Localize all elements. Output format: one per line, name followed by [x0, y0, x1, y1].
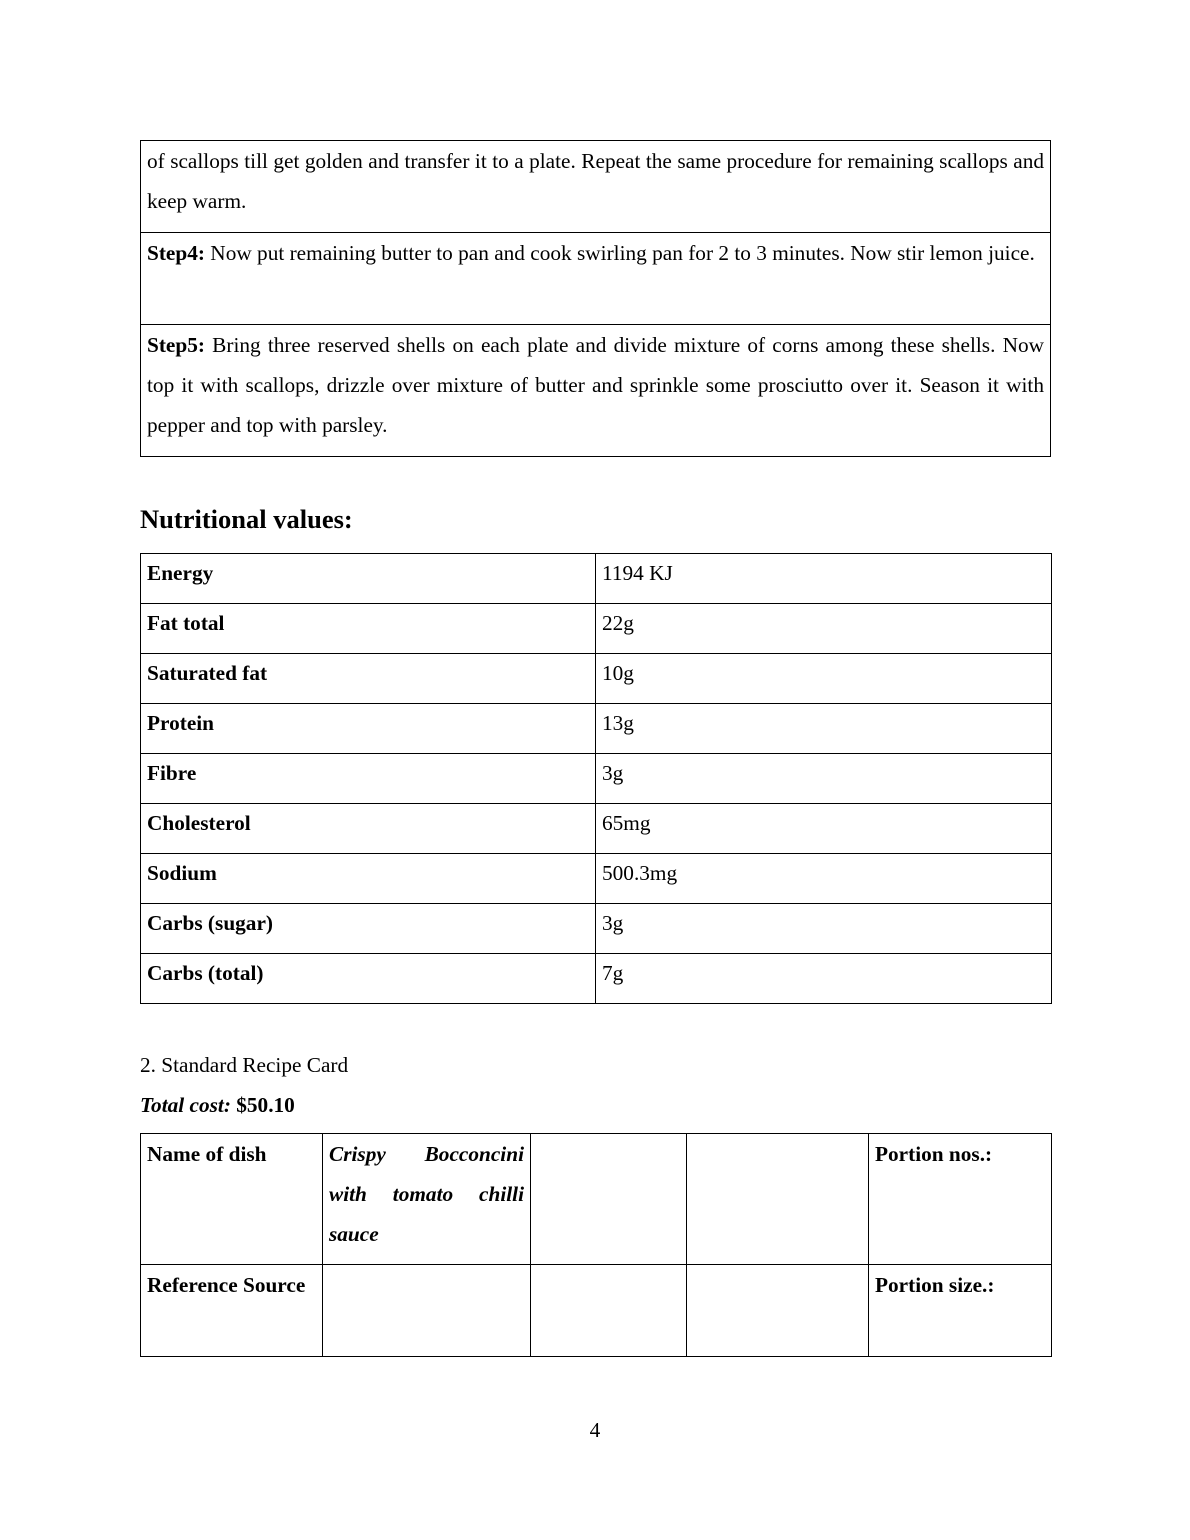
- empty-cell: [531, 1265, 687, 1357]
- recipe-card-table: [140, 1133, 1052, 1357]
- table-row: [141, 704, 1052, 754]
- nutrient-value: 500.3mg: [596, 854, 1052, 904]
- nutritional-values-heading: Nutritional values:: [140, 504, 353, 534]
- nutrient-value: 3g: [596, 904, 1052, 954]
- recipe-card-section-title: 2. Standard Recipe Card: [140, 1053, 349, 1077]
- nutrient-label: Saturated fat: [141, 654, 596, 704]
- step4-text: Now put remaining butter to pan and cook swirling pan for 2 to 3 minutes. Now stir lemon juice.: [204, 241, 1035, 265]
- name-of-dish-label: Name of dish: [141, 1134, 323, 1265]
- table-row: [141, 1134, 1052, 1265]
- table-row: [141, 554, 1052, 604]
- step5-text: Bring three reserved shells on each plate and divide mixture of corns among these shells. Now top it with scallops, drizzle over mixture of butter and sprinkle some prosciutto over it. Season it with pepper and top with parsley.: [147, 333, 1044, 437]
- step5-label: Step5:: [147, 333, 205, 357]
- table-row: [141, 854, 1052, 904]
- nutrient-value: 1194 KJ: [596, 554, 1052, 604]
- nutrient-label: Fibre: [141, 754, 596, 804]
- total-cost-label: Total cost:: [140, 1093, 231, 1117]
- step4-label: Step4:: [147, 241, 205, 265]
- step-row: [141, 233, 1051, 325]
- method-steps-table: [140, 140, 1051, 457]
- table-row: [141, 754, 1052, 804]
- empty-cell: [531, 1134, 687, 1265]
- nutrient-label: Carbs (total): [141, 954, 596, 1004]
- table-row: [141, 904, 1052, 954]
- total-cost-line: [140, 1093, 295, 1118]
- portion-size-label: Portion size.:: [869, 1265, 1052, 1357]
- reference-source-label: Reference Source: [141, 1265, 323, 1357]
- empty-cell: [687, 1134, 869, 1265]
- table-row: [141, 604, 1052, 654]
- page-number: 4: [589, 1418, 601, 1442]
- nutrient-label: Fat total: [141, 604, 596, 654]
- nutrient-label: Protein: [141, 704, 596, 754]
- step4-cell: [141, 233, 1051, 325]
- table-row: [141, 804, 1052, 854]
- nutrient-value: 22g: [596, 604, 1052, 654]
- table-row: [141, 1265, 1052, 1357]
- step5-cell: [141, 325, 1051, 457]
- nutrient-value: 7g: [596, 954, 1052, 1004]
- dish-name: Crispy Bocconcini with tomato chilli sauce: [323, 1134, 531, 1265]
- portion-nos-label: Portion nos.:: [869, 1134, 1052, 1265]
- step-row: [141, 141, 1051, 233]
- empty-cell: [687, 1265, 869, 1357]
- nutrient-value: 13g: [596, 704, 1052, 754]
- empty-cell: [323, 1265, 531, 1357]
- total-cost-value: $50.10: [236, 1093, 295, 1117]
- nutrient-value: 65mg: [596, 804, 1052, 854]
- nutrient-label: Sodium: [141, 854, 596, 904]
- nutrition-table: [140, 553, 1052, 1004]
- nutrient-label: Energy: [141, 554, 596, 604]
- nutrient-value: 10g: [596, 654, 1052, 704]
- step-row: [141, 325, 1051, 457]
- step3-continuation: of scallops till get golden and transfer it to a plate. Repeat the same procedure for remaining scallops and keep warm.: [141, 141, 1051, 233]
- nutrient-label: Carbs (sugar): [141, 904, 596, 954]
- nutrient-label: Cholesterol: [141, 804, 596, 854]
- table-row: [141, 954, 1052, 1004]
- table-row: [141, 654, 1052, 704]
- nutrient-value: 3g: [596, 754, 1052, 804]
